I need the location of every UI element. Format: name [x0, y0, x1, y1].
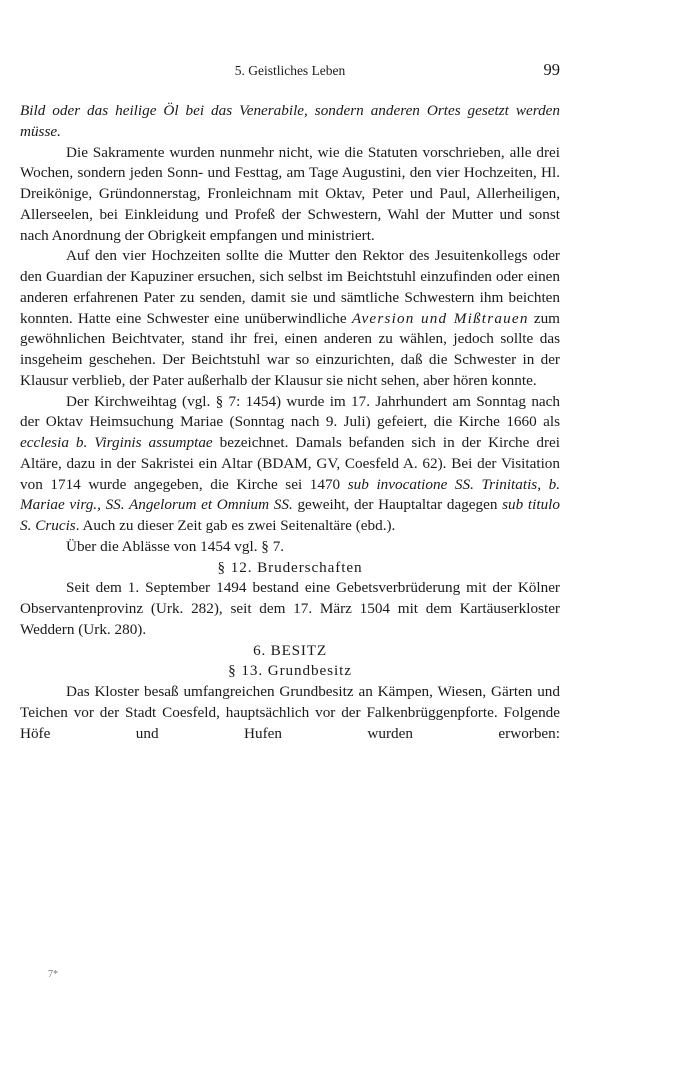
paragraph-confession: Auf den vier Hochzeiten sollte die Mutter den Rektor des Jesuitenkollegs oder den Guardian der Kapuziner ersuchen, sich selbst im Beichtstuhl einzufinden oder einen anderen erfahrenen Pater zu senden, damit sie und sämtliche Schwestern ihm beichten konnten. Hatte eine Schwester eine unüberwindliche Aversion und Mißtrauen zum gewöhnlichen Beichtvater, stand ihr frei, einen anderen zu wählen, jedoch sollte das insgeheim geschehen. Der Beichtstuhl war so einzurichten, daß die Schwester in der Klausur verblieb, der Pater außerhalb der Klausur sie nicht sehen, aber hören konnte.	[20, 247, 560, 389]
running-head: 5. Geistliches Leben	[234, 63, 346, 78]
signature-mark: 7*	[48, 969, 58, 980]
section-heading-grundbesitz: § 13. Grundbesitz	[228, 662, 352, 680]
paragraph-church-consecration: Der Kirchweihtag (vgl. § 7: 1454) wurde im 17. Jahrhundert am Sonntag nach der Oktav Heimsuchung Mariae (Sonntag nach 9. Juli) gefeiert, die Kirche 1660 als ecclesia b. Virginis assumptae bezeichnet. Damals befanden sich in der Kirche drei Altäre, dazu in der Sakristei ein Altar (BDAM, GV, Coesfeld A. 62). Bei der Visitation von 1714 wurde angegeben, die Kirche sei 1470 sub invocatione SS. Trinitatis, b. Mariae virg., SS. Angelorum et Omnium SS. geweiht, der Hauptaltar dagegen sub titulo S. Crucis. Auch zu dieser Zeit gab es zwei Seitenaltäre (ebd.).	[20, 392, 561, 534]
paragraph-continuation: Bild oder das heilige Öl bei das Venerabile, sondern anderen Ortes gesetzt werden müsse.	[20, 102, 560, 140]
paragraph-bruderschaften: Seit dem 1. September 1494 bestand eine Gebetsverbrüderung mit der Kölner Observantenprovinz (Urk. 282), seit dem 17. März 1504 mit dem Kartäuserkloster Weddern (Urk. 280).	[20, 579, 560, 638]
paragraph-sacraments: Die Sakramente wurden nunmehr nicht, wie die Statuten vorschrieben, alle drei Wochen, sondern jeden Sonn- und Festtag, am Tage Augustini, den vier Hochzeiten, Hl. Dreikönige, Gründonnerstag, Fronleichnam mit Oktav, Peter und Paul, Allerheiligen, Allerseelen, bei Einkleidung und Profeß der Schwestern, Wahl der Mutter und sonst nach Anordnung der Obrigkeit empfangen und ministriert.	[20, 143, 560, 244]
page-number: 99	[543, 60, 560, 79]
page-body	[20, 101, 560, 744]
paragraph-indulgences: Über die Ablässe von 1454 vgl. § 7.	[66, 537, 285, 555]
chapter-heading-besitz: 6. BESITZ	[253, 641, 327, 659]
paragraph-grundbesitz: Das Kloster besaß umfangreichen Grundbesitz an Kämpen, Wiesen, Gärten und Teichen vor der Stadt Coesfeld, hauptsächlich vor der Falkenbrüggenpforte. Folgende Höfe und Hufen wurden erworben:	[20, 683, 560, 742]
page-header	[20, 60, 560, 82]
section-heading-bruderschaften: § 12. Bruderschaften	[217, 558, 363, 576]
